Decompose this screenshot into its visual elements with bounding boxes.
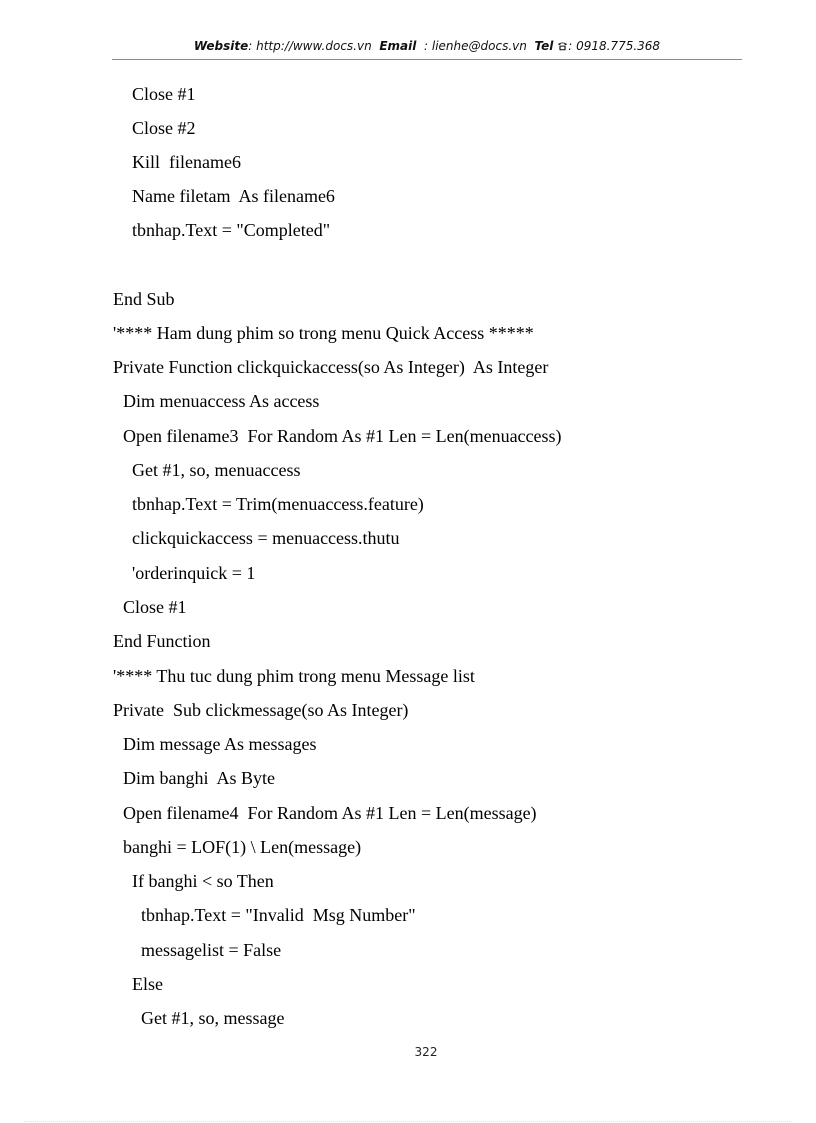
code-line: tbnhap.Text = "Completed" (132, 220, 331, 240)
code-line: Open filename3 For Random As #1 Len = Len(menuaccess) (123, 426, 562, 446)
code-line: Close #1 (123, 597, 187, 617)
code-line: Else (132, 974, 163, 994)
website-value: : http://www.docs.vn (248, 39, 372, 53)
code-line: Get #1, so, menuaccess (132, 460, 301, 480)
code-line: '**** Thu tuc dung phim trong menu Message list (113, 666, 475, 686)
page-header (112, 39, 742, 59)
code-line: clickquickaccess = menuaccess.thutu (132, 528, 400, 548)
code-line: messagelist = False (141, 940, 282, 960)
code-line: tbnhap.Text = Trim(menuaccess.feature) (132, 494, 424, 514)
tel-value: : 0918.775.368 (568, 39, 661, 53)
code-line: Dim message As messages (123, 734, 317, 754)
code-line: Private Function clickquickaccess(so As Integer) As Integer (113, 357, 549, 377)
tel-label: Tel (534, 39, 554, 53)
email-value: : lienhe@docs.vn (424, 39, 527, 53)
code-line: Kill filename6 (132, 152, 241, 172)
code-line: Get #1, so, message (141, 1008, 285, 1028)
code-line: Open filename4 For Random As #1 Len = Len(message) (123, 803, 537, 823)
code-line: If banghi < so Then (132, 871, 274, 891)
header-divider (112, 59, 742, 60)
website-label: Website (193, 39, 249, 53)
code-line: banghi = LOF(1) \ Len(message) (123, 837, 362, 857)
code-line: 'orderinquick = 1 (132, 563, 256, 583)
page-number: 322 (414, 1045, 438, 1059)
code-line: tbnhap.Text = "Invalid Msg Number" (141, 905, 416, 925)
code-line: Name filetam As filename6 (132, 186, 335, 206)
code-line: '**** Ham dung phim so trong menu Quick Access ***** (113, 323, 534, 343)
code-line: Close #2 (132, 118, 196, 138)
code-line: Dim banghi As Byte (123, 768, 275, 788)
code-line: Dim menuaccess As access (123, 391, 320, 411)
page-bottom-divider (24, 1121, 792, 1122)
code-line: Private Sub clickmessage(so As Integer) (113, 700, 409, 720)
code-line: End Sub (113, 289, 175, 309)
code-line: Close #1 (132, 84, 196, 104)
code-line: End Function (113, 631, 211, 651)
phone-icon (557, 41, 568, 51)
email-label: Email (379, 39, 417, 53)
